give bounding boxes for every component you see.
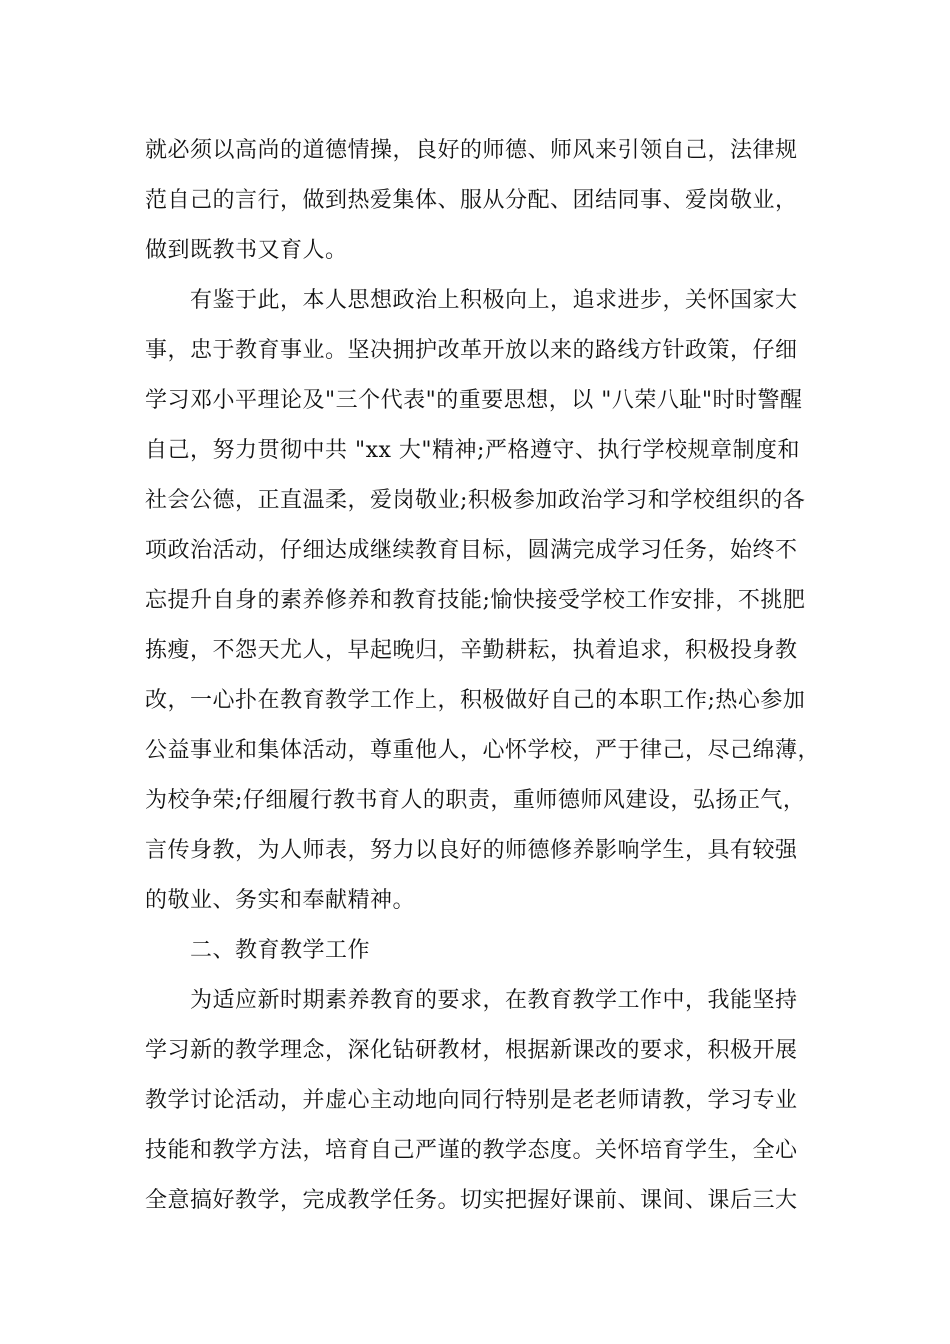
text-line: 学习新的教学理念，深化钻研教材，根据新课改的要求，积极开展 (145, 1038, 798, 1063)
text-line: 为适应新时期素养教育的要求，在教育教学工作中，我能坚持 (190, 988, 798, 1013)
paragraph (145, 276, 835, 926)
text-line: 有鉴于此，本人思想政治上积极向上，追求进步，关怀国家大 (190, 288, 798, 313)
heading-text: 二、教育教学工作 (190, 938, 371, 963)
text-line: 言传身教，为人师表，努力以良好的师德修养影响学生，具有较强 (145, 838, 798, 863)
text-line: 忘提升自身的素养修养和教育技能;愉快接受学校工作安排，不挑肥 (145, 588, 806, 613)
text-line: 社会公德，正直温柔，爱岗敬业;积极参加政治学习和学校组织的各 (145, 488, 806, 513)
text-line: 全意搞好教学，完成教学任务。切实把握好课前、课间、课后三大 (145, 1188, 798, 1213)
text-line: 改，一心扑在教育教学工作上，积极做好自己的本职工作;热心参加 (145, 688, 806, 713)
text-line: 就必须以高尚的道德情操，良好的师德、师风来引领自己，法律规 (145, 138, 798, 163)
text-line: 自己，努力贯彻中共 "xx 大"精神;严格遵守、执行学校规章制度和 (145, 438, 800, 463)
text-line: 范自己的言行，做到热爱集体、服从分配、团结同事、爱岗敬业， (145, 188, 798, 213)
section-heading (145, 926, 835, 976)
text-line: 项政治活动，仔细达成继续教育目标，圆满完成学习任务，始终不 (145, 538, 798, 563)
text-line: 教学讨论活动，并虚心主动地向同行特别是老老师请教，学习专业 (145, 1088, 798, 1113)
text-line: 做到既教书又育人。 (145, 238, 348, 263)
text-line: 学习邓小平理论及"三个代表"的重要思想，以 "八荣八耻"时时警醒 (145, 388, 803, 413)
document-body (145, 126, 835, 1226)
text-line: 事，忠于教育事业。坚决拥护改革开放以来的路线方针政策，仔细 (145, 338, 798, 363)
paragraph (145, 976, 835, 1226)
text-line: 公益事业和集体活动，尊重他人，心怀学校，严于律己，尽己绵薄， (145, 738, 821, 763)
text-line: 为校争荣;仔细履行教书育人的职责，重师德师风建设，弘扬正气， (145, 788, 806, 813)
text-line: 技能和教学方法，培育自己严谨的教学态度。关怀培育学生，全心 (145, 1138, 798, 1163)
text-line: 拣瘦，不怨天尤人，早起晚归，辛勤耕耘，执着追求，积极投身教 (145, 638, 798, 663)
paragraph (145, 126, 835, 276)
text-line: 的敬业、务实和奉献精神。 (145, 888, 416, 913)
